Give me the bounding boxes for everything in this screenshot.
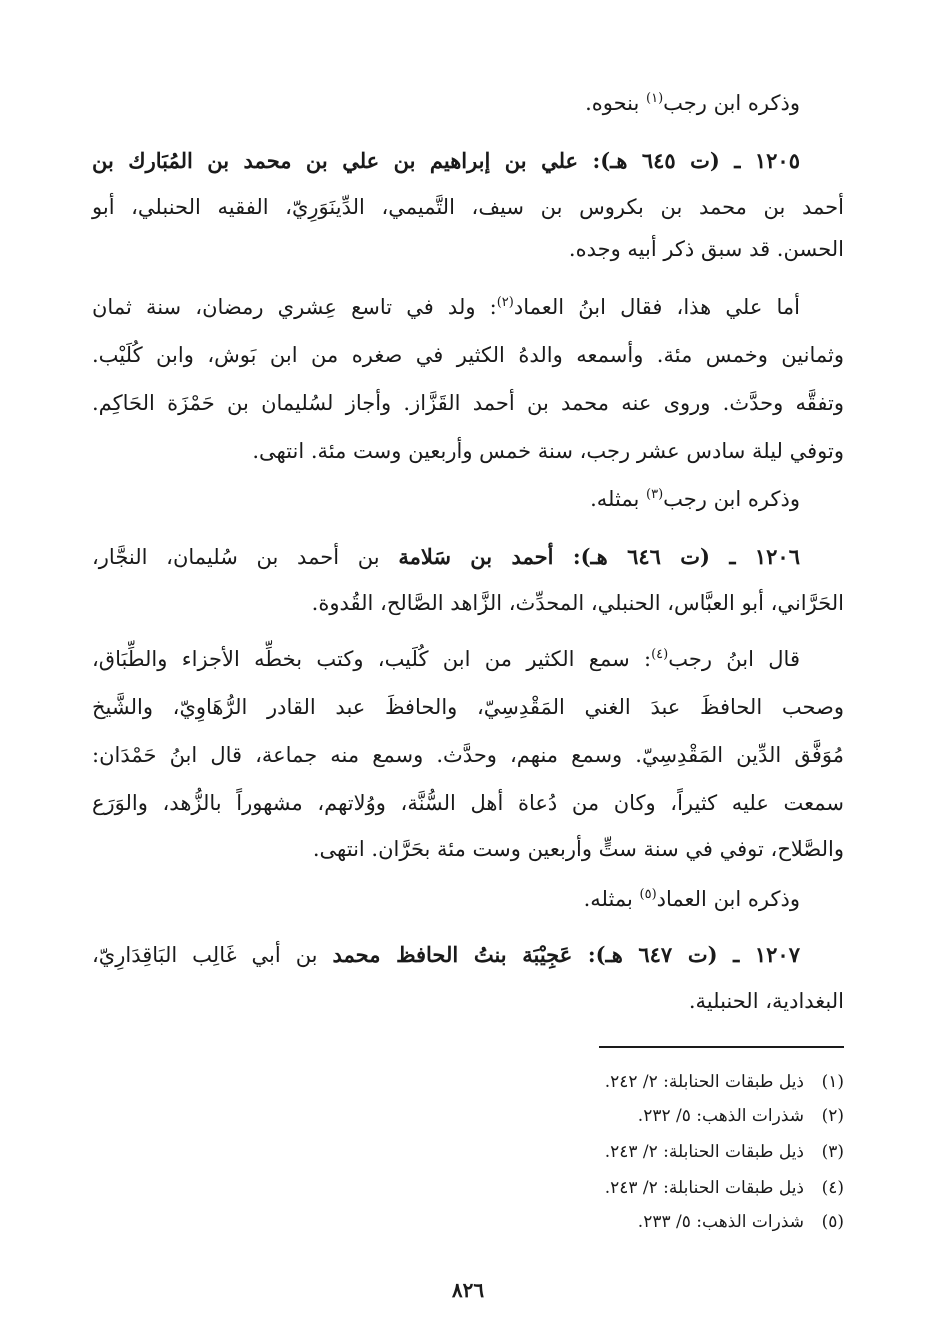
line-text: بمثله. [583, 887, 640, 911]
line-text: سمعت عليه كثيراً، وكان من دُعاة أهل السُّنَّة، ووُلاتهم، مشهوراً بالزُّهد، والوَرَع [92, 791, 844, 815]
text-line [92, 290, 800, 324]
entry-name: أحمد بن سَلامة [398, 544, 554, 569]
line-text: أما علي هذا، فقال ابنُ العماد [513, 295, 801, 319]
entry-heading-1206 [92, 540, 800, 574]
footnote-text: ذيل طبقات الحنابلة: ٢/ ٢٤٣. [604, 1178, 804, 1198]
entry-heading-1207 [92, 938, 800, 972]
line-text: الحسن. قد سبق ذكر أبيه وجده. [568, 237, 844, 261]
text-line [92, 882, 800, 916]
text-line [92, 738, 844, 772]
line-text: بن أبي غَالِب البَاقِدَارِيّ، [92, 943, 333, 967]
line-text: بنحوه. [585, 91, 647, 115]
entry-heading-1205 [92, 144, 800, 178]
line-text: والصَّلاح، توفي في سنة ستٍّ وأربعين وست مئة بحَرَّان. انتهى. [312, 837, 844, 861]
line-text: : ولد في تاسع عِشري رمضان، سنة ثمان [92, 295, 497, 319]
entry-name: علي بن إبراهيم بن علي بن محمد بن المُبَارك بن [92, 148, 579, 173]
footnote-1 [605, 1070, 844, 1094]
page-number: ٨٢٦ [451, 1278, 485, 1302]
line-text: : سمع الكثير من ابن كُلَيب، وكتب بخطِّه الأجزاء والطِّبَاق، [92, 647, 652, 671]
line-text: مُوَفَّق الدِّين المَقْدِسِيّ. وسمع منهم، وحدَّث. وسمع منه جماعة، قال ابنُ حَمْدَان: [92, 743, 844, 767]
entry-number: ١٢٠٦ ـ (ت ٦٤٦ هـ): [553, 544, 800, 569]
line-text: الحَرَّاني، أبو العبَّاس، الحنبلي، المحدِّث، الزَّاهد الصَّالح، القُدوة. [311, 591, 844, 615]
footnote-number: (٣) [821, 1142, 844, 1162]
line-text: وتوفي ليلة سادس عشر رجب، سنة خمس وأربعين وست مئة. انتهى. [252, 439, 844, 463]
footnote-number: (٤) [821, 1178, 844, 1198]
text-line [92, 338, 844, 372]
line-text: أحمد بن محمد بن بكروس بن سيف، التَّميمي، الدِّينَوَرِيّ، الفقيه الحنبلي، أبو [92, 195, 844, 219]
entry-name: عَجِيْبَة بنتُ الحافظ محمد [332, 942, 573, 967]
footnote-text: ذيل طبقات الحنابلة: ٢/ ٢٤٢. [604, 1072, 804, 1092]
footnote-4 [605, 1176, 844, 1200]
line-text: بن أحمد بن سُليمان، النجَّار، [92, 545, 399, 569]
footnote-marker: (٥) [639, 887, 657, 902]
footnote-divider [599, 1046, 844, 1048]
line-text: البغدادية، الحنبلية. [688, 989, 844, 1013]
footnote-marker: (٤) [651, 647, 669, 662]
footnote-marker: (٣) [646, 487, 664, 502]
text-line [92, 434, 844, 468]
entry-number: ١٢٠٧ ـ (ت ٦٤٧ هـ): [572, 942, 800, 967]
footnote-text: ذيل طبقات الحنابلة: ٢/ ٢٤٣. [604, 1142, 804, 1162]
text-line [92, 190, 844, 224]
text-line-reference [92, 86, 800, 120]
text-line [92, 232, 844, 266]
line-text: بمثله. [590, 487, 647, 511]
text-line [92, 586, 844, 620]
footnote-5 [638, 1210, 844, 1234]
footnote-marker: (١) [646, 91, 664, 106]
footnote-number: (١) [821, 1072, 844, 1092]
text-line [92, 690, 844, 724]
text-line [92, 786, 844, 820]
line-text: وذكره ابن العماد [656, 887, 800, 911]
footnote-text: شذرات الذهب: ٥/ ٢٣٢. [637, 1106, 804, 1126]
text-line [92, 832, 844, 866]
footnote-number: (٢) [821, 1106, 844, 1126]
text-line [92, 386, 844, 420]
line-text: وثمانين وخمس مئة. وأسمعه والدهُ الكثير في صغره من ابن بَوش، وابن كُلَيْب. [92, 343, 844, 367]
line-text: قال ابنُ رجب [668, 647, 800, 671]
line-text: وذكره ابن رجب [663, 91, 800, 115]
footnote-2 [638, 1104, 844, 1128]
footnote-text: شذرات الذهب: ٥/ ٢٣٣. [637, 1212, 804, 1232]
footnote-3 [605, 1140, 844, 1164]
line-text: وصحب الحافظَ عبدَ الغني المَقْدِسِيّ، والحافظَ عبد القادر الرُّهَاوِيّ، والشَّيخ [92, 695, 844, 719]
text-line [92, 642, 800, 676]
line-text: وتفقَّه وحدَّث. وروى عنه محمد بن أحمد القَزَّاز. وأجاز لسُليمان بن حَمْزَة الحَاكِم. [92, 391, 844, 415]
entry-number: ١٢٠٥ ـ (ت ٦٤٥ هـ): [578, 148, 800, 173]
book-page [92, 0, 844, 1338]
footnote-number: (٥) [821, 1212, 844, 1232]
text-line [92, 482, 800, 516]
footnote-marker: (٢) [496, 295, 514, 310]
line-text: وذكره ابن رجب [663, 487, 800, 511]
text-line [92, 984, 844, 1018]
